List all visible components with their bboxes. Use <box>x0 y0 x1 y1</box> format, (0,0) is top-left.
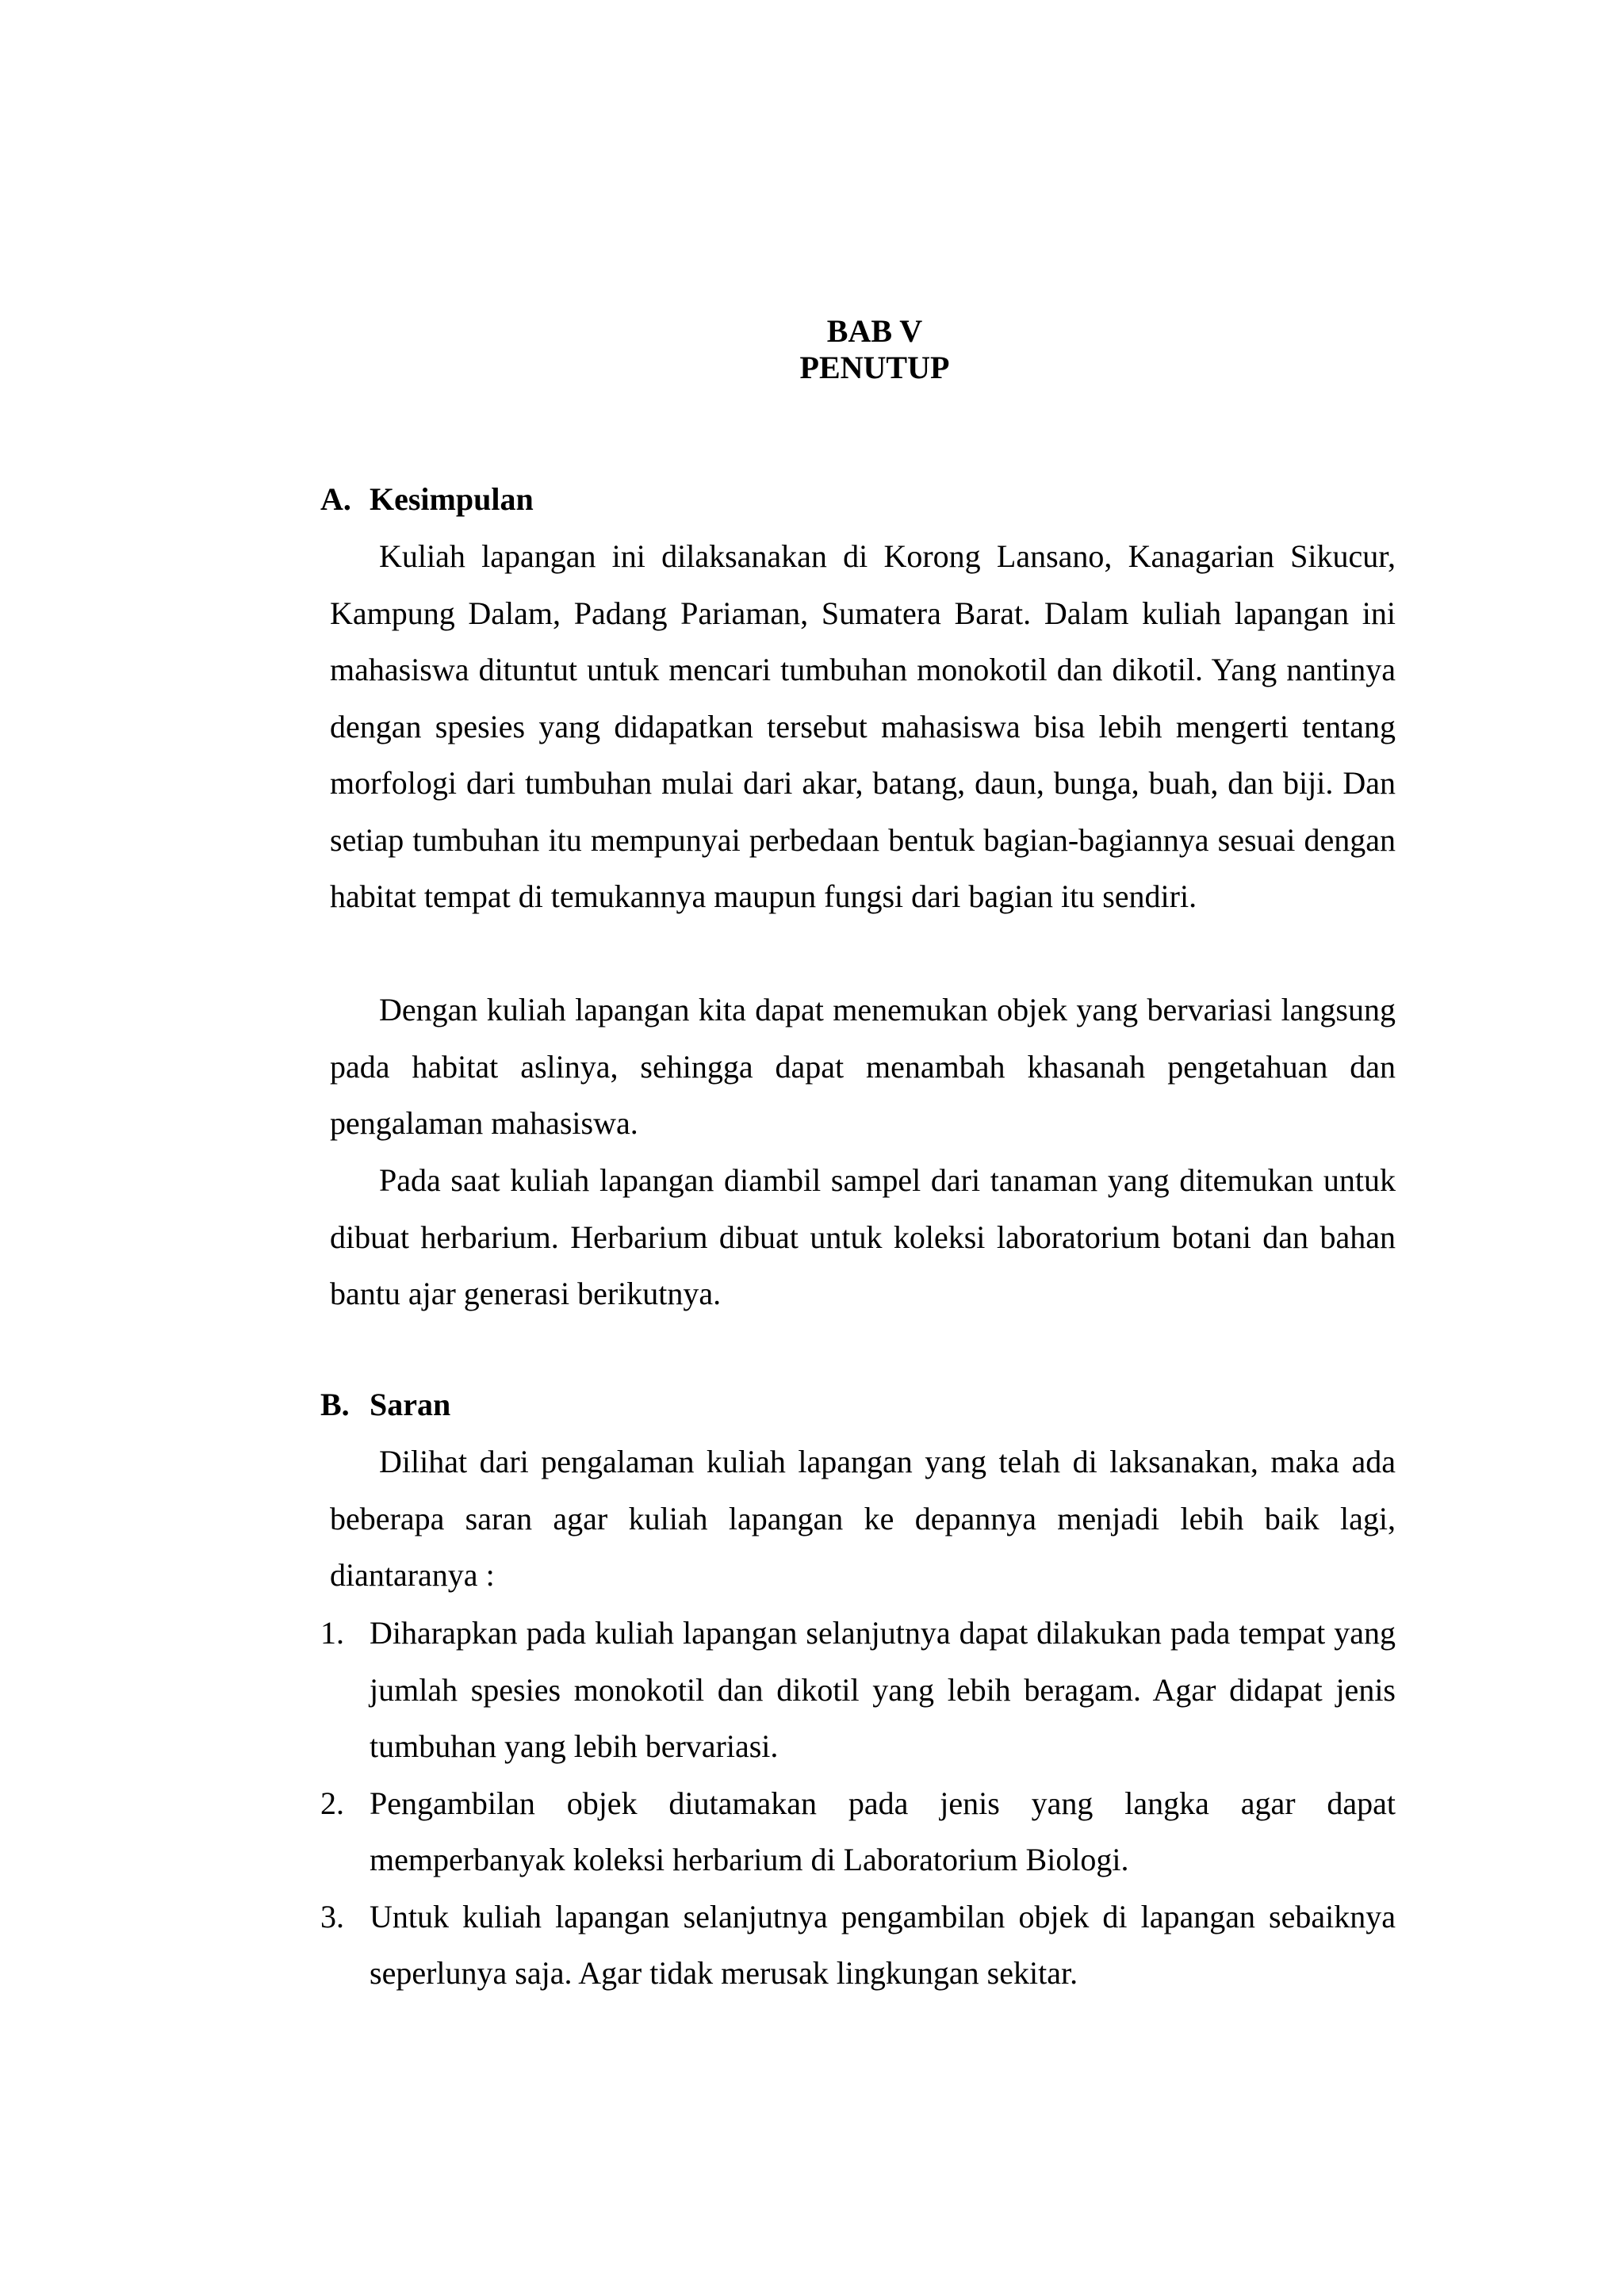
conclusion-paragraph-1: Kuliah lapangan ini dilaksanakan di Korong Lansano, Kanagarian Sikucur, Kampung Dalam, Padang Pariaman, Sumatera Barat. Dalam kuliah lapangan ini mahasiswa dituntut untuk mencari tumbuhan monokotil dan dikotil. Yang nantinya dengan spesies yang didapatkan tersebut mahasiswa bisa lebih mengerti tentang morfologi dari tumbuhan mulai dari akar, batang, daun, bunga, buah, dan biji. Dan setiap tumbuhan itu mempunyai perbedaan bentuk bagian-bagiannya sesuai dengan habitat tempat di temukannya maupun fungsi dari bagian itu sendiri. <box>330 538 1396 914</box>
conclusion-paragraph-3: Pada saat kuliah lapangan diambil sampel dari tanaman yang ditemukan untuk dibuat herbarium. Herbarium dibuat untuk koleksi laboratorium botani dan bahan bantu ajar generasi berikutnya. <box>330 1162 1396 1311</box>
list-item <box>320 1605 1396 1775</box>
list-item-number: 2. <box>320 1785 344 1821</box>
conclusion-paragraph-2: Dengan kuliah lapangan kita dapat menemukan objek yang bervariasi langsung pada habitat aslinya, sehingga dapat menambah khasanah pengetahuan dan pengalaman mahasiswa. <box>330 992 1396 1141</box>
list-item-text: Untuk kuliah lapangan selanjutnya pengambilan objek di lapangan sebaiknya seperlunya saja. Agar tidak merusak lingkungan sekitar. <box>370 1898 1396 1991</box>
chapter-number: BAB V <box>826 313 923 349</box>
section-a-letter: A. <box>320 481 351 517</box>
list-item-number: 3. <box>320 1898 344 1934</box>
list-item <box>320 1888 1396 2002</box>
chapter-title: PENUTUP <box>799 350 950 385</box>
suggestion-list <box>320 1605 1396 2002</box>
section-b-letter: B. <box>320 1387 350 1422</box>
section-b-heading <box>320 1386 450 1424</box>
list-item-text: Diharapkan pada kuliah lapangan selanjutnya dapat dilakukan pada tempat yang jumlah spesies monokotil dan dikotil yang lebih beragam. Agar didapat jenis tumbuhan yang lebih bervariasi. <box>370 1615 1396 1764</box>
section-a-heading <box>320 480 534 519</box>
section-b-title: Saran <box>370 1387 451 1422</box>
suggestion-intro: Dilihat dari pengalaman kuliah lapangan yang telah di laksanakan, maka ada beberapa saran agar kuliah lapangan ke depannya menjadi lebih baik lagi, diantaranya : <box>330 1444 1396 1593</box>
list-item-number: 1. <box>320 1615 344 1651</box>
list-item-text: Pengambilan objek diutamakan pada jenis yang langka agar dapat memperbanyak koleksi herbarium di Laboratorium Biologi. <box>370 1785 1396 1877</box>
list-item <box>320 1775 1396 1888</box>
section-a-title: Kesimpulan <box>370 481 534 517</box>
